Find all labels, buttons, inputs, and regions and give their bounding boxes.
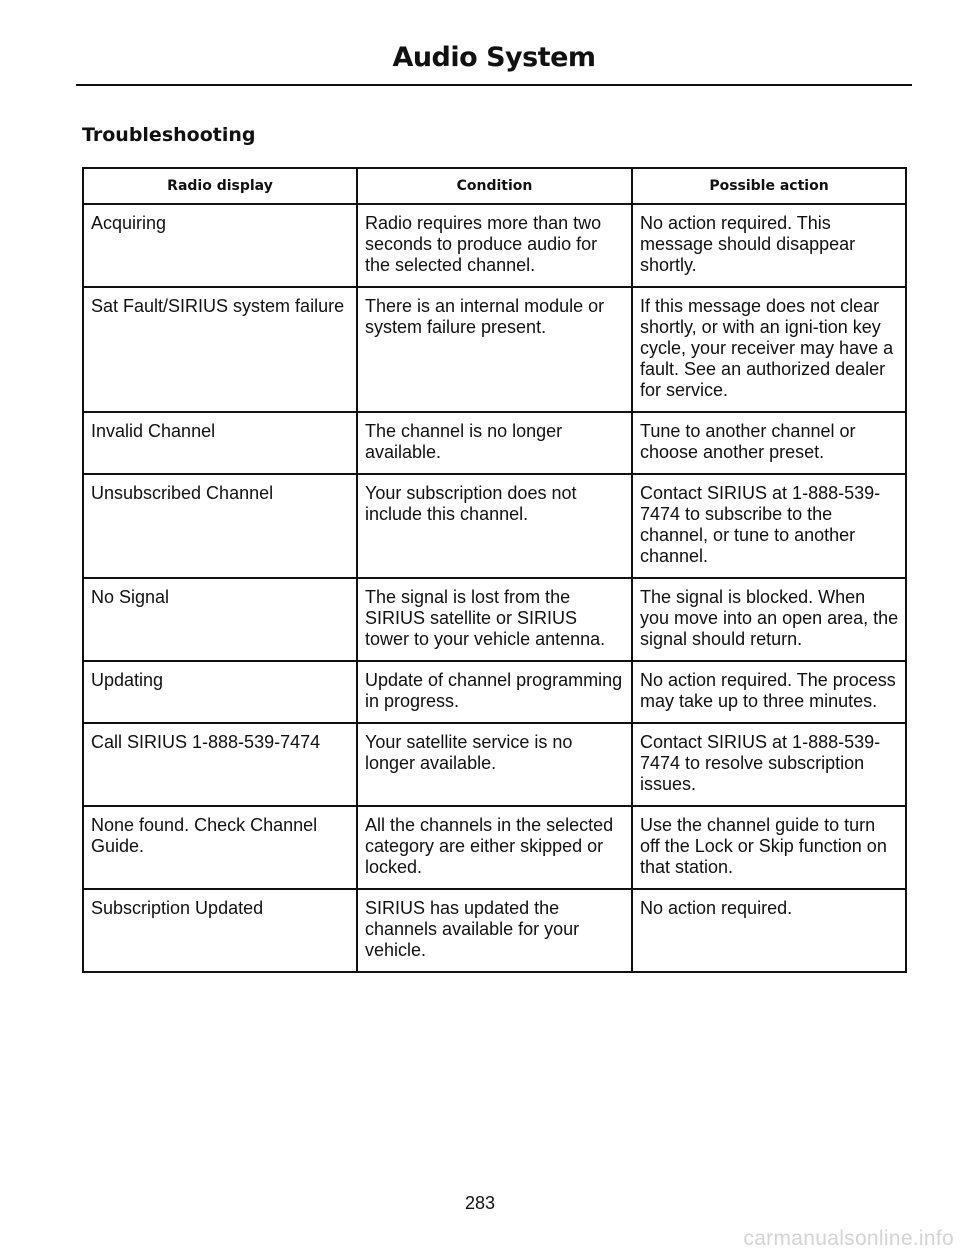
cell-radio-display: Call SIRIUS 1-888-539-7474 bbox=[83, 723, 357, 806]
page-header bbox=[76, 38, 912, 86]
table-row bbox=[83, 661, 906, 723]
table-row bbox=[83, 204, 906, 287]
cell-possible-action: Tune to another channel or choose another preset. bbox=[632, 412, 906, 474]
table-row bbox=[83, 723, 906, 806]
cell-condition: Radio requires more than two seconds to produce audio for the selected channel. bbox=[357, 204, 632, 287]
cell-radio-display: Invalid Channel bbox=[83, 412, 357, 474]
cell-possible-action: No action required. The process may take up to three minutes. bbox=[632, 661, 906, 723]
cell-condition: The signal is lost from the SIRIUS satellite or SIRIUS tower to your vehicle antenna. bbox=[357, 578, 632, 661]
cell-radio-display: No Signal bbox=[83, 578, 357, 661]
cell-condition: SIRIUS has updated the channels available for your vehicle. bbox=[357, 889, 632, 972]
cell-condition: There is an internal module or system failure present. bbox=[357, 287, 632, 412]
cell-possible-action: Contact SIRIUS at 1-888-539-7474 to resolve subscription issues. bbox=[632, 723, 906, 806]
cell-condition: Update of channel programming in progress. bbox=[357, 661, 632, 723]
cell-radio-display: None found. Check Channel Guide. bbox=[83, 806, 357, 889]
cell-condition: Your subscription does not include this channel. bbox=[357, 474, 632, 578]
troubleshooting-table bbox=[82, 167, 907, 973]
table-row bbox=[83, 889, 906, 972]
cell-possible-action: Use the channel guide to turn off the Lock or Skip function on that station. bbox=[632, 806, 906, 889]
cell-condition: Your satellite service is no longer available. bbox=[357, 723, 632, 806]
cell-radio-display: Sat Fault/SIRIUS system failure bbox=[83, 287, 357, 412]
watermark: carmanualsonline.info bbox=[743, 1227, 954, 1250]
column-header-possible-action: Possible action bbox=[632, 168, 906, 204]
section-title: Troubleshooting bbox=[82, 124, 256, 146]
page-title: Audio System bbox=[392, 42, 596, 73]
page-number: 283 bbox=[464, 1193, 496, 1213]
cell-possible-action: If this message does not clear shortly, or with an igni-tion key cycle, your receiver may have a fault. See an authorized dealer for service. bbox=[632, 287, 906, 412]
column-header-condition: Condition bbox=[357, 168, 632, 204]
cell-radio-display: Subscription Updated bbox=[83, 889, 357, 972]
cell-condition: All the channels in the selected category are either skipped or locked. bbox=[357, 806, 632, 889]
cell-radio-display: Unsubscribed Channel bbox=[83, 474, 357, 578]
cell-possible-action: Contact SIRIUS at 1-888-539-7474 to subscribe to the channel, or tune to another channel. bbox=[632, 474, 906, 578]
cell-radio-display: Acquiring bbox=[83, 204, 357, 287]
table-row bbox=[83, 474, 906, 578]
column-header-radio-display: Radio display bbox=[83, 168, 357, 204]
cell-condition: The channel is no longer available. bbox=[357, 412, 632, 474]
cell-possible-action: No action required. This message should disappear shortly. bbox=[632, 204, 906, 287]
table-row bbox=[83, 578, 906, 661]
cell-radio-display: Updating bbox=[83, 661, 357, 723]
table-header-row bbox=[83, 168, 906, 204]
table-row bbox=[83, 806, 906, 889]
cell-possible-action: The signal is blocked. When you move into an open area, the signal should return. bbox=[632, 578, 906, 661]
table-row bbox=[83, 287, 906, 412]
table-row bbox=[83, 412, 906, 474]
cell-possible-action: No action required. bbox=[632, 889, 906, 972]
